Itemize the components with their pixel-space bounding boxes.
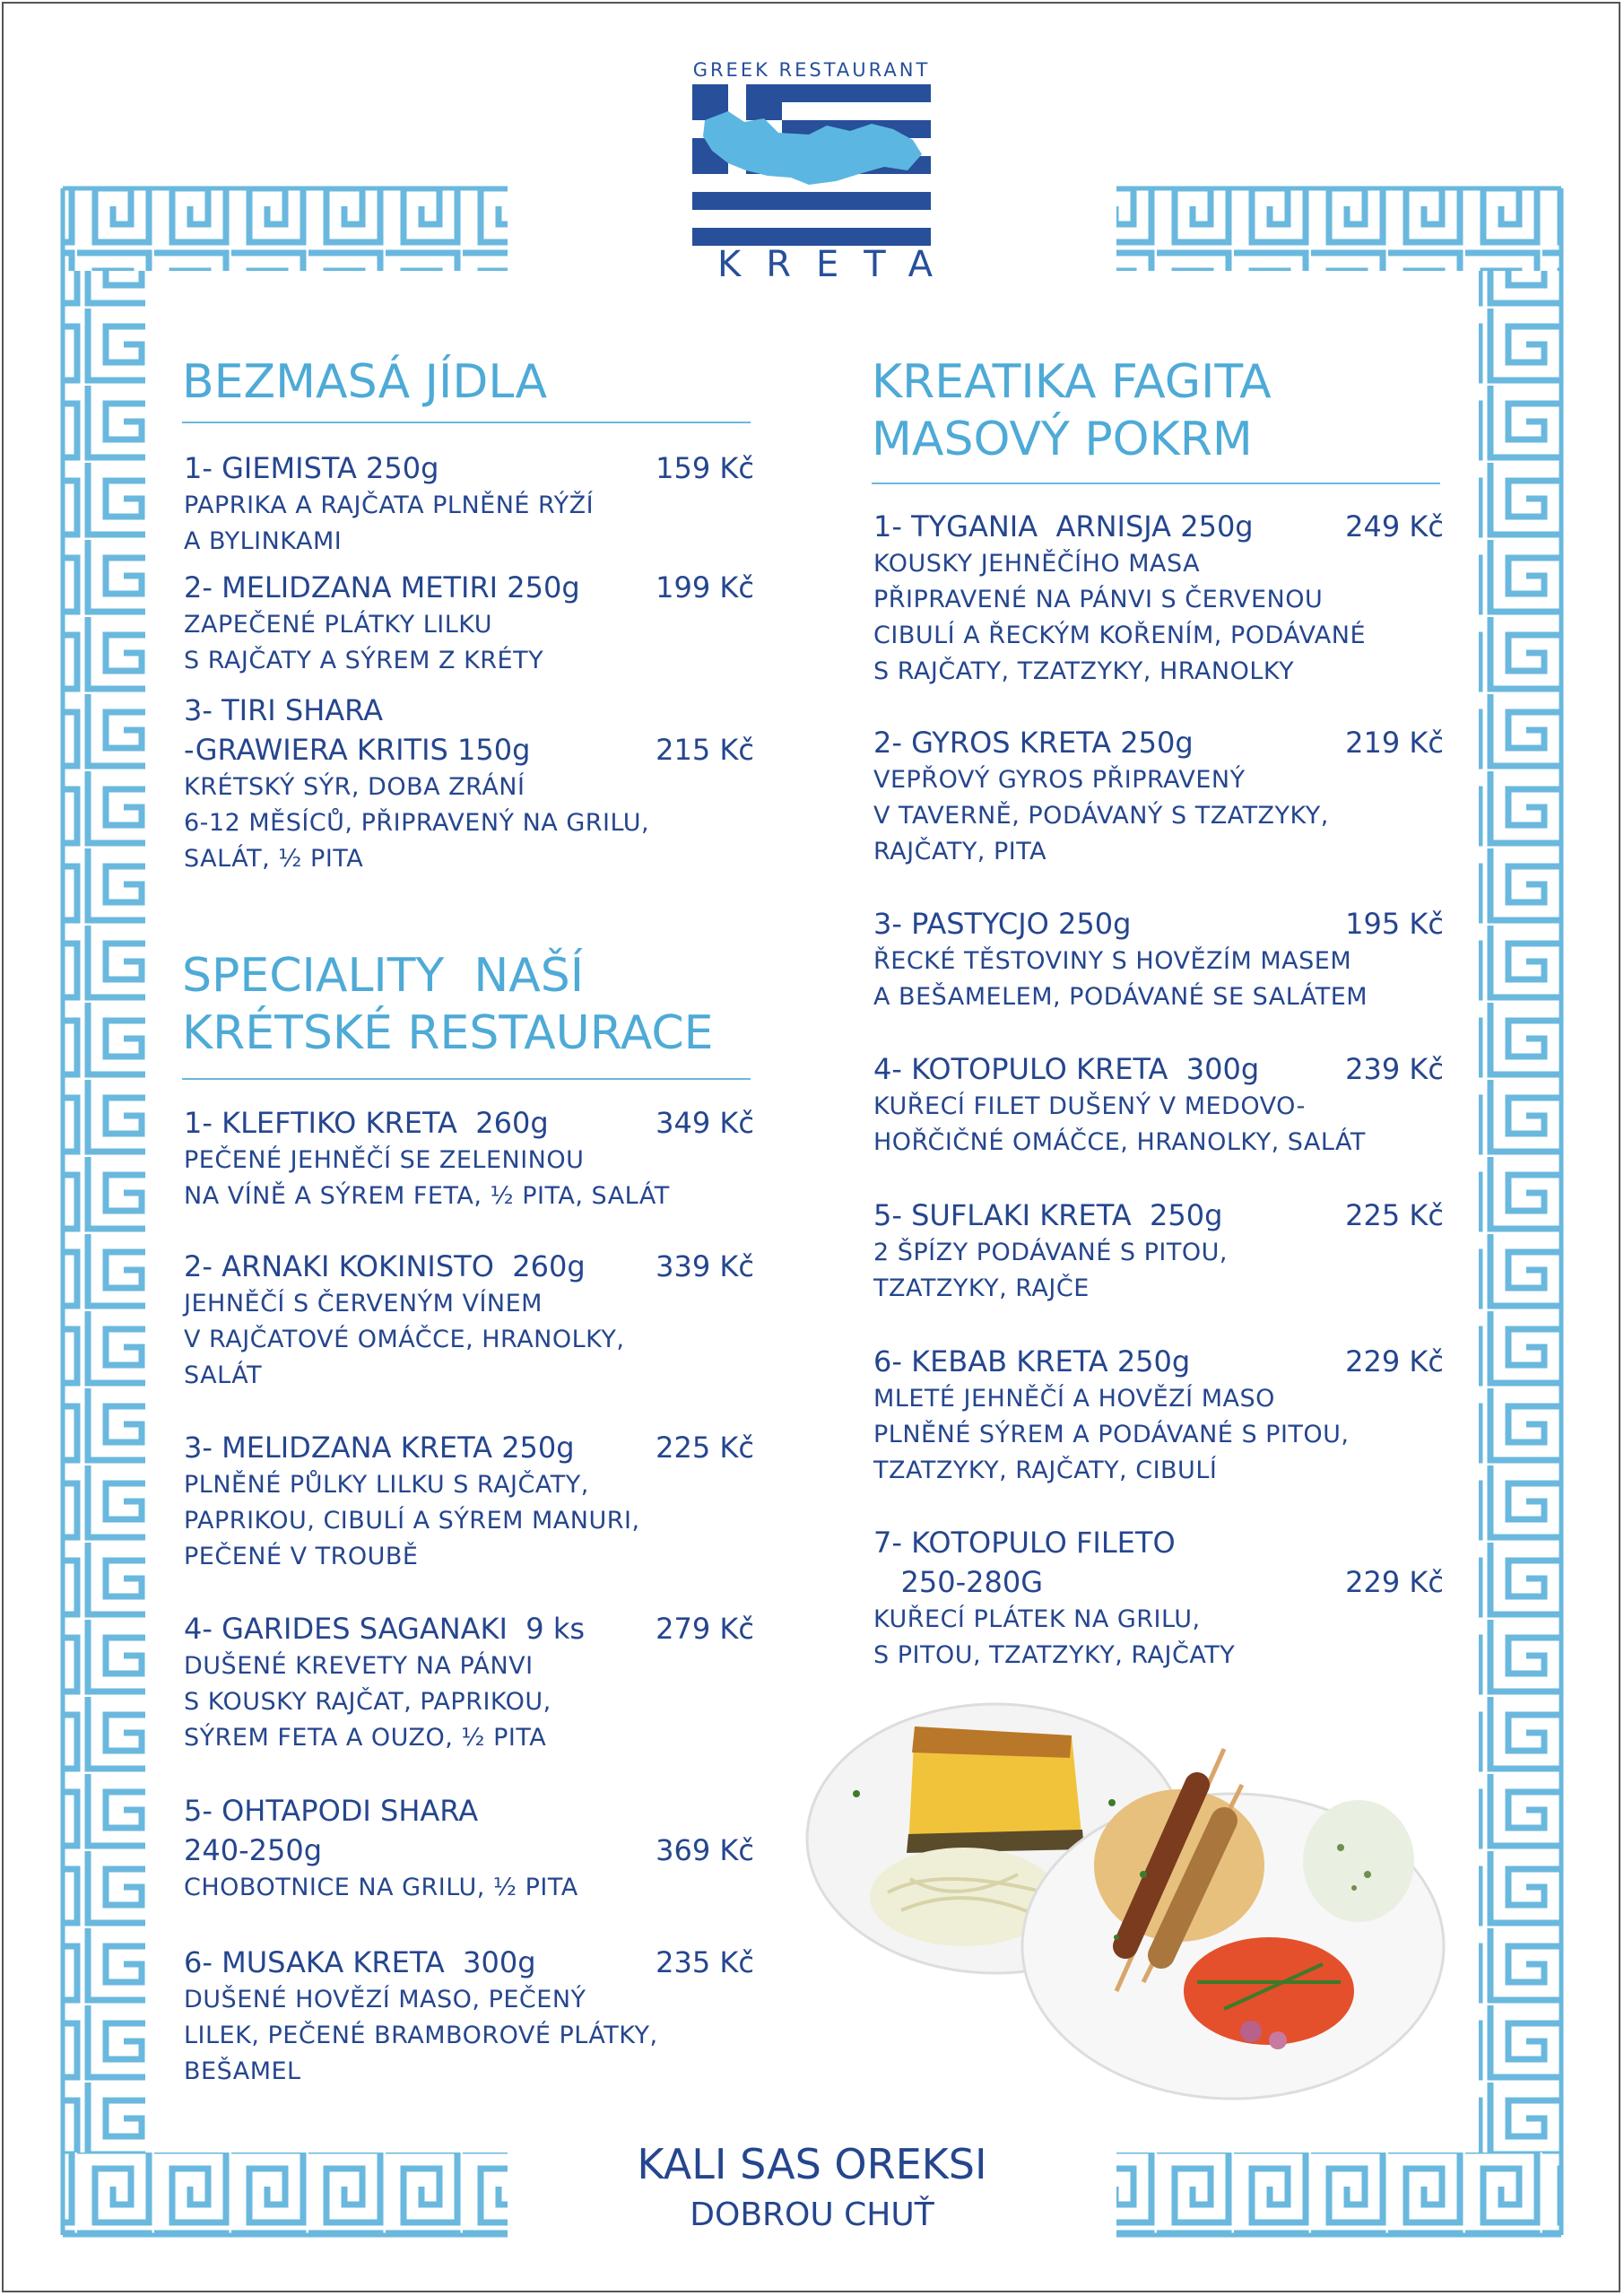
- item-price: 199 Kč: [656, 570, 754, 604]
- item-name: 3- MELIDZANA KRETA 250g: [184, 1431, 575, 1465]
- section-title-meat: KREATIKA FAGITA MASOVÝ POKRM: [872, 355, 1272, 466]
- item-price: 195 Kč: [1345, 907, 1444, 941]
- item-description: JEHNĚČÍ S ČERVENÝM VÍNEM V RAJČATOVÉ OMÁČCE, HRANOLKY, SALÁT: [184, 1290, 625, 1389]
- menu-item: [873, 904, 1444, 1015]
- item-price: 215 Kč: [656, 733, 754, 767]
- section-divider: [182, 422, 751, 423]
- menu-item: [873, 1342, 1444, 1489]
- item-name: 1- GIEMISTA 250g: [184, 451, 439, 485]
- greek-flag-crete-icon: [692, 84, 931, 246]
- menu-item: [184, 568, 754, 679]
- menu-item: [873, 1049, 1444, 1161]
- menu-item: [873, 1196, 1444, 1307]
- item-name: 6- KEBAB KRETA 250g: [873, 1344, 1191, 1378]
- restaurant-logo: [692, 59, 958, 285]
- item-description: KRÉTSKÝ SÝR, DOBA ZRÁNÍ 6-12 MĚSÍCŮ, PŘIPRAVENÝ NA GRILU, SALÁT, ½ PITA: [184, 773, 650, 873]
- menu-item: [184, 1428, 754, 1575]
- item-price: 249 Kč: [1345, 509, 1444, 544]
- item-description: 2 ŠPÍZY PODÁVANÉ S PITOU, TZATZYKY, RAJČE: [873, 1239, 1228, 1302]
- item-name: 6- MUSAKA KRETA 300g: [184, 1945, 536, 1979]
- item-description: DUŠENÉ HOVĚZÍ MASO, PEČENÝ LILEK, PEČENÉ BRAMBOROVÉ PLÁTKY, BEŠAMEL: [184, 1986, 658, 2085]
- item-name: 5- SUFLAKI KRETA 250g: [873, 1198, 1223, 1232]
- item-price: 349 Kč: [656, 1106, 754, 1140]
- section-title-vegetarian: BEZMASÁ JÍDLA: [182, 355, 548, 409]
- menu-item: [184, 448, 754, 560]
- item-description: VEPŘOVÝ GYROS PŘIPRAVENÝ V TAVERNĚ, PODÁVANÝ S TZATZYKY, RAJČATY, PITA: [873, 766, 1329, 865]
- item-price: 159 Kč: [656, 451, 754, 485]
- footer-title: KALI SAS OREKSI: [637, 2140, 987, 2188]
- item-name: 1- TYGANIA ARNISJA 250g: [873, 509, 1254, 544]
- item-price: 229 Kč: [1345, 1344, 1444, 1378]
- item-name: 2- MELIDZANA METIRI 250g: [184, 570, 580, 604]
- menu-item: [873, 1523, 1444, 1674]
- item-name: 4- GARIDES SAGANAKI 9 ks: [184, 1612, 586, 1646]
- item-price: 279 Kč: [656, 1612, 754, 1646]
- item-name: 7- KOTOPULO FILETO 250-280G: [873, 1526, 1176, 1599]
- menu-item: [184, 1609, 754, 1756]
- item-price: 225 Kč: [1345, 1198, 1444, 1232]
- menu-item: [184, 1791, 754, 1906]
- item-name: 3- TIRI SHARA -GRAWIERA KRITIS 150g: [184, 693, 531, 767]
- item-price: 239 Kč: [1345, 1052, 1444, 1086]
- item-description: PEČENÉ JEHNĚČÍ SE ZELENINOU NA VÍNĚ A SÝREM FETA, ½ PITA, SALÁT: [184, 1146, 670, 1210]
- menu-item: [184, 1943, 754, 2090]
- item-description: PAPRIKA A RAJČATA PLNĚNÉ RÝŽÍ A BYLINKAMI: [184, 491, 595, 555]
- item-price: 339 Kč: [656, 1249, 754, 1283]
- menu-item: [873, 507, 1444, 690]
- item-price: 219 Kč: [1345, 726, 1444, 760]
- item-name: 2- ARNAKI KOKINISTO 260g: [184, 1249, 586, 1283]
- item-description: ZAPEČENÉ PLÁTKY LILKU S RAJČATY A SÝREM Z KRÉTY: [184, 611, 544, 674]
- menu-item: [873, 723, 1444, 870]
- item-description: DUŠENÉ KREVETY NA PÁNVI S KOUSKY RAJČAT, PAPRIKOU, SÝREM FETA A OUZO, ½ PITA: [184, 1652, 551, 1752]
- item-price: 225 Kč: [656, 1431, 754, 1465]
- item-price: 235 Kč: [656, 1945, 754, 1979]
- item-description: ŘECKÉ TĚSTOVINY S HOVĚZÍM MASEM A BEŠAMELEM, PODÁVANÉ SE SALÁTEM: [873, 947, 1368, 1011]
- logo-name: KRETA: [717, 244, 958, 285]
- item-name: 3- PASTYCJO 250g: [873, 907, 1132, 941]
- item-description: MLETÉ JEHNĚČÍ A HOVĚZÍ MASO PLNĚNÉ SÝREM A PODÁVANÉ S PITOU, TZATZYKY, RAJČATY, CIBULÍ: [873, 1385, 1350, 1484]
- section-divider: [182, 1078, 751, 1080]
- item-description: KUŘECÍ PLÁTEK NA GRILU, S PITOU, TZATZYKY, RAJČATY: [873, 1605, 1236, 1669]
- item-name: 4- KOTOPULO KRETA 300g: [873, 1052, 1260, 1086]
- item-description: CHOBOTNICE NA GRILU, ½ PITA: [184, 1874, 578, 1901]
- food-photo: [803, 1686, 1448, 2117]
- item-description: KUŘECÍ FILET DUŠENÝ V MEDOVO- HOŘČIČNÉ OMÁČCE, HRANOLKY, SALÁT: [873, 1092, 1366, 1156]
- item-description: PLNĚNÉ PŮLKY LILKU S RAJČATY, PAPRIKOU, CIBULÍ A SÝREM MANURI, PEČENÉ V TROUBĚ: [184, 1471, 640, 1570]
- item-price: 369 Kč: [656, 1833, 754, 1867]
- menu-item: [184, 1103, 754, 1214]
- section-title-specialities: SPECIALITY NAŠÍ KRÉTSKÉ RESTAURACE: [182, 949, 714, 1060]
- item-name: 2- GYROS KRETA 250g: [873, 726, 1194, 760]
- item-name: 1- KLEFTIKO KRETA 260g: [184, 1106, 549, 1140]
- section-divider: [872, 483, 1440, 484]
- item-name: 5- OHTAPODI SHARA 240-250g: [184, 1794, 479, 1867]
- item-description: KOUSKY JEHNĚČÍHO MASA PŘIPRAVENÉ NA PÁNVI S ČERVENOU CIBULÍ A ŘECKÝM KOŘENÍM, PODÁVANÉ S RAJČATY, TZATZYKY, HRANOLKY: [873, 550, 1367, 685]
- item-price: 229 Kč: [1345, 1565, 1444, 1599]
- menu-item: [184, 1247, 754, 1394]
- logo-top-text: GREEK RESTAURANT: [692, 59, 931, 81]
- footer-subtitle: DOBROU CHUŤ: [690, 2196, 934, 2233]
- menu-item: [184, 691, 754, 877]
